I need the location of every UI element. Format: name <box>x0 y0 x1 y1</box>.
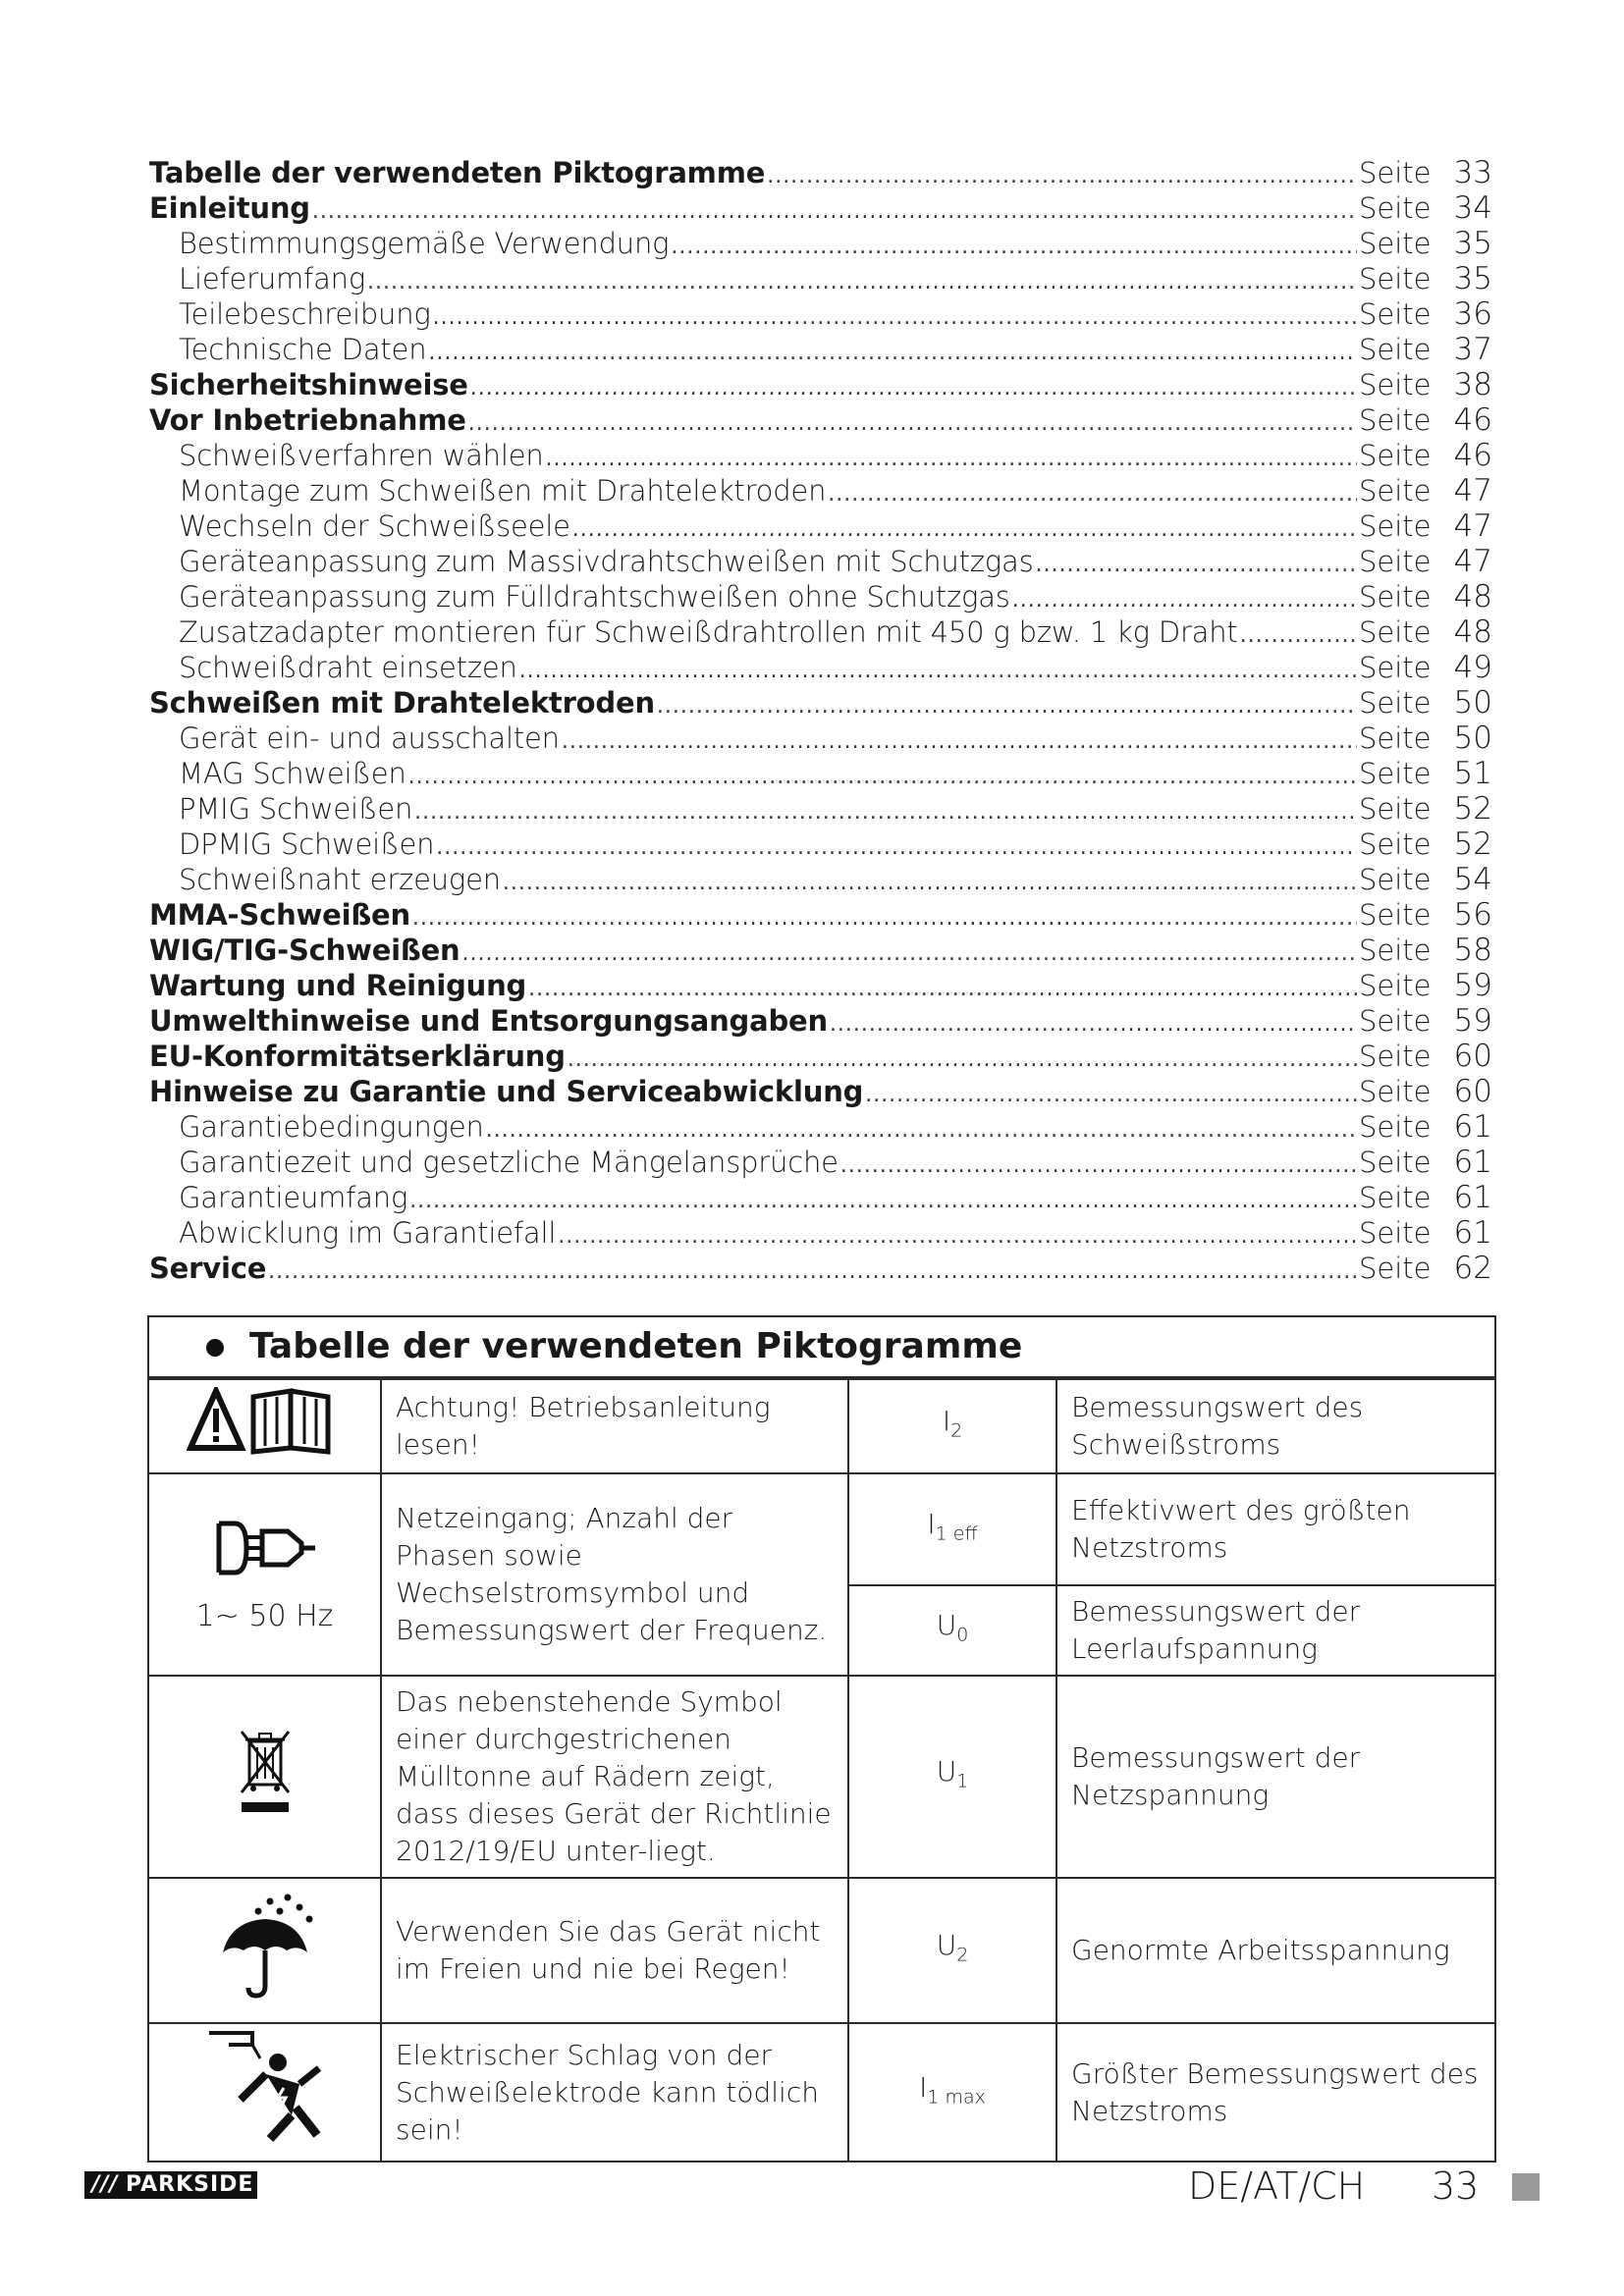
page-marker <box>1512 2173 1540 2201</box>
toc-seite: Seite <box>1359 615 1432 649</box>
toc-leader <box>486 1113 1357 1148</box>
toc-entry <box>149 544 1492 579</box>
toc-seite: Seite <box>1359 863 1432 896</box>
toc-title: Wartung und Reinigung <box>149 969 527 1002</box>
toc-entry <box>149 438 1492 473</box>
toc-page: 60 <box>1453 1074 1492 1109</box>
toc-entry <box>149 827 1492 862</box>
toc-title: Abwicklung im Garantiefall <box>179 1216 557 1250</box>
toc-title: Vor Inbetriebnahme <box>149 403 466 437</box>
toc-seite: Seite <box>1359 686 1432 720</box>
toc-entry <box>149 1109 1492 1145</box>
toc-title: Geräteanpassung zum Massivdrahtschweißen mit Schutzgas <box>179 545 1034 578</box>
crossed-bin-icon <box>149 1676 381 1878</box>
toc-leader <box>562 724 1357 760</box>
toc-leader <box>409 1184 1357 1219</box>
toc-seite: Seite <box>1359 721 1432 755</box>
pictogram-description: Das nebenstehende Symbol einer durchgestrichenen Mülltonne auf Rädern zeigt, dass dieses Gerät der Richtlinie 2012/19/EU unter-liegt. <box>381 1676 848 1878</box>
symbol-cell: $I_{1 eff}$ <box>848 1473 1056 1585</box>
toc-leader <box>840 1148 1357 1184</box>
toc-page: 36 <box>1453 296 1492 332</box>
symbol-definition: Bemessungswert der Netzspannung <box>1056 1676 1494 1878</box>
toc-entry <box>149 508 1492 544</box>
symbol-cell: $U_2$ <box>848 1878 1056 2023</box>
toc-leader <box>428 336 1357 371</box>
toc-leader <box>408 760 1357 795</box>
symbol-cell: $I_2$ <box>848 1379 1056 1473</box>
toc-page: 35 <box>1453 226 1492 261</box>
pictogram-description: Netzeingang; Anzahl der Phasen sowie Wechselstromsymbol und Bemessungswert der Frequenz. <box>381 1473 848 1676</box>
toc-title: Service <box>149 1252 267 1285</box>
toc-page: 47 <box>1453 508 1492 544</box>
pictogram-row <box>149 2023 1494 2161</box>
toc-seite: Seite <box>1359 1110 1432 1144</box>
toc-seite: Seite <box>1359 474 1432 507</box>
toc-title: PMIG Schweißen <box>179 792 413 826</box>
toc-title: MAG Schweißen <box>179 757 406 790</box>
toc-seite: Seite <box>1359 1252 1432 1285</box>
toc-entry <box>149 756 1492 791</box>
pictogram-description: Achtung! Betriebsanleitung lesen! <box>381 1379 848 1473</box>
toc-page: 48 <box>1453 614 1492 650</box>
toc-seite: Seite <box>1359 227 1432 260</box>
toc-seite: Seite <box>1359 1216 1432 1250</box>
toc-page: 52 <box>1453 827 1492 862</box>
toc-title: Lieferumfang <box>179 262 366 295</box>
plug-icon <box>211 1514 319 1582</box>
toc-seite: Seite <box>1359 828 1432 861</box>
toc-entry <box>149 862 1492 897</box>
toc-seite: Seite <box>1359 509 1432 543</box>
toc-entry <box>149 473 1492 508</box>
toc-entry <box>149 579 1492 614</box>
toc-entry <box>149 791 1492 827</box>
toc-leader <box>519 654 1357 689</box>
frequency-label: 1~ 50 Hz <box>195 1599 334 1633</box>
toc-entry <box>149 261 1492 296</box>
toc-leader <box>470 371 1357 406</box>
toc-entry <box>149 1074 1492 1109</box>
toc-entry <box>149 685 1492 721</box>
toc-seite: Seite <box>1359 757 1432 790</box>
toc-page: 33 <box>1453 155 1492 190</box>
toc-entry <box>149 1039 1492 1074</box>
symbol-definition: Bemessungswert der Leerlaufspannung <box>1056 1585 1494 1676</box>
toc-page: 50 <box>1453 685 1492 721</box>
toc-leader <box>1012 583 1357 618</box>
toc-entry <box>149 721 1492 756</box>
toc-title: Teilebeschreibung <box>179 297 431 331</box>
toc-leader <box>433 300 1357 336</box>
toc-seite: Seite <box>1359 1146 1432 1179</box>
toc-entry <box>149 1003 1492 1039</box>
pictogram-row <box>149 1473 1494 1585</box>
toc-seite: Seite <box>1359 651 1432 684</box>
symbol-definition: Genormte Arbeitsspannung <box>1056 1878 1494 2023</box>
toc-entry <box>149 296 1492 332</box>
toc-title: Sicherheitshinweise <box>149 368 468 401</box>
toc-seite: Seite <box>1359 368 1432 401</box>
toc-title: Montage zum Schweißen mit Drahtelektroden <box>179 474 827 507</box>
toc-seite: Seite <box>1359 1004 1432 1038</box>
toc-leader <box>414 795 1357 830</box>
toc-title: Schweißverfahren wählen <box>179 439 544 472</box>
symbol-definition: Größter Bemessungswert des Netzstroms <box>1056 2023 1494 2161</box>
toc-entry <box>149 1215 1492 1251</box>
toc-page: 46 <box>1453 438 1492 473</box>
toc-seite: Seite <box>1359 439 1432 472</box>
umbrella-rain-icon <box>149 1878 381 2023</box>
toc-entry <box>149 367 1492 402</box>
toc-page: 47 <box>1453 473 1492 508</box>
symbol-cell: $U_1$ <box>848 1676 1056 1878</box>
pictogram-table-heading: Tabelle der verwendeten Piktogramme <box>149 1317 1494 1378</box>
toc-page: 61 <box>1453 1109 1492 1145</box>
warning-manual-icon <box>149 1379 381 1473</box>
toc-seite: Seite <box>1359 1181 1432 1214</box>
toc-page: 38 <box>1453 367 1492 402</box>
toc-page: 34 <box>1453 190 1492 226</box>
toc-title: EU-Konformitätserklärung <box>149 1040 566 1073</box>
toc-page: 52 <box>1453 791 1492 827</box>
toc-title: Bestimmungsgemäße Verwendung <box>179 227 670 260</box>
toc-entry <box>149 1180 1492 1215</box>
toc-leader <box>865 1078 1357 1113</box>
toc-seite: Seite <box>1359 580 1432 614</box>
toc-page: 59 <box>1453 1003 1492 1039</box>
toc-title: Umwelthinweise und Entsorgungsangaben <box>149 1004 828 1038</box>
toc-leader <box>1036 548 1358 583</box>
bullet-icon <box>206 1339 224 1357</box>
toc-seite: Seite <box>1359 545 1432 578</box>
toc-leader <box>767 159 1357 194</box>
toc-seite: Seite <box>1359 969 1432 1002</box>
toc-leader <box>436 830 1357 866</box>
toc-page: 58 <box>1453 933 1492 968</box>
toc-leader <box>528 972 1357 1007</box>
toc-entry <box>149 968 1492 1003</box>
toc-page: 54 <box>1453 862 1492 897</box>
toc-seite: Seite <box>1359 333 1432 366</box>
toc-leader <box>546 442 1357 477</box>
toc-seite: Seite <box>1359 262 1432 295</box>
toc-page: 35 <box>1453 261 1492 296</box>
toc-title: DPMIG Schweißen <box>179 828 435 861</box>
toc-page: 61 <box>1453 1215 1492 1251</box>
toc-leader <box>461 936 1357 972</box>
toc-leader <box>412 901 1357 936</box>
toc-entry <box>149 1251 1492 1286</box>
pictogram-description: Elektrischer Schlag von der Schweißelektrode kann tödlich sein! <box>381 2023 848 2161</box>
toc-entry <box>149 1145 1492 1180</box>
toc-page: 61 <box>1453 1180 1492 1215</box>
toc-title: Garantiezeit und gesetzliche Mängelansprüche <box>179 1146 839 1179</box>
toc-title: WIG/TIG-Schweißen <box>149 934 460 967</box>
toc-seite: Seite <box>1359 898 1432 932</box>
toc-title: Garantiebedingungen <box>179 1110 484 1144</box>
toc-page: 59 <box>1453 968 1492 1003</box>
toc-page: 37 <box>1453 332 1492 367</box>
symbol-cell: $U_0$ <box>848 1585 1056 1676</box>
toc-entry <box>149 226 1492 261</box>
symbol-cell: $I_{1 max}$ <box>848 2023 1056 2161</box>
toc-seite: Seite <box>1359 191 1432 225</box>
toc-leader <box>1240 618 1357 654</box>
toc-title: Zusatzadapter montieren für Schweißdrahtrollen mit 450 g bzw. 1 kg Draht <box>179 615 1238 649</box>
toc-seite: Seite <box>1359 403 1432 437</box>
table-of-contents <box>149 155 1492 1286</box>
toc-leader <box>828 477 1357 512</box>
toc-leader <box>312 194 1357 230</box>
toc-page: 61 <box>1453 1145 1492 1180</box>
toc-entry <box>149 332 1492 367</box>
parkside-logo: /// PARKSIDE <box>84 2171 257 2199</box>
toc-leader <box>558 1219 1357 1255</box>
symbol-definition: Effektivwert des größten Netzstroms <box>1056 1473 1494 1585</box>
toc-title: Gerät ein- und ausschalten <box>179 721 560 755</box>
toc-leader <box>367 265 1357 300</box>
toc-entry <box>149 897 1492 933</box>
toc-title: Schweißnaht erzeugen <box>179 863 501 896</box>
toc-page: 47 <box>1453 544 1492 579</box>
toc-leader <box>468 406 1357 442</box>
pictogram-row <box>149 1676 1494 1878</box>
toc-entry <box>149 402 1492 438</box>
toc-leader <box>568 1042 1357 1078</box>
toc-leader <box>671 230 1357 265</box>
toc-page: 56 <box>1453 897 1492 933</box>
toc-seite: Seite <box>1359 792 1432 826</box>
toc-seite: Seite <box>1359 934 1432 967</box>
toc-leader <box>657 689 1357 724</box>
toc-leader <box>268 1255 1357 1290</box>
toc-entry <box>149 190 1492 226</box>
mains-input-cell <box>149 1473 381 1676</box>
toc-title: MMA-Schweißen <box>149 898 410 932</box>
toc-page: 60 <box>1453 1039 1492 1074</box>
toc-seite: Seite <box>1359 1075 1432 1108</box>
toc-leader <box>572 512 1357 548</box>
pictogram-table <box>147 1315 1496 2163</box>
pictogram-description: Verwenden Sie das Gerät nicht im Freien und nie bei Regen! <box>381 1878 848 2023</box>
toc-page: 46 <box>1453 402 1492 438</box>
toc-page: 50 <box>1453 721 1492 756</box>
toc-page: 51 <box>1453 756 1492 791</box>
toc-title: Hinweise zu Garantie und Serviceabwicklung <box>149 1075 864 1108</box>
toc-page: 49 <box>1453 650 1492 685</box>
toc-leader <box>830 1007 1357 1042</box>
toc-title: Schweißdraht einsetzen <box>179 651 517 684</box>
toc-title: Wechseln der Schweißseele <box>179 509 570 543</box>
toc-title: Geräteanpassung zum Fülldrahtschweißen ohne Schutzgas <box>179 580 1010 614</box>
toc-entry <box>149 614 1492 650</box>
page-number: 33 <box>1432 2164 1480 2208</box>
toc-entry <box>149 650 1492 685</box>
toc-leader <box>503 866 1357 901</box>
toc-title: Garantieumfang <box>179 1181 408 1214</box>
symbol-definition: Bemessungswert des Schweißstroms <box>1056 1379 1494 1473</box>
toc-page: 62 <box>1453 1251 1492 1286</box>
toc-seite: Seite <box>1359 156 1432 189</box>
toc-entry <box>149 933 1492 968</box>
electric-shock-icon <box>149 2023 381 2161</box>
toc-entry <box>149 155 1492 190</box>
toc-title: Einleitung <box>149 191 310 225</box>
toc-title: Schweißen mit Drahtelektroden <box>149 686 655 720</box>
region-label: DE/AT/CH <box>1188 2164 1366 2208</box>
toc-seite: Seite <box>1359 297 1432 331</box>
pictogram-row <box>149 1878 1494 2023</box>
toc-title: Technische Daten <box>179 333 427 366</box>
pictogram-row <box>149 1379 1494 1473</box>
toc-title: Tabelle der verwendeten Piktogramme <box>149 156 766 189</box>
toc-page: 48 <box>1453 579 1492 614</box>
toc-seite: Seite <box>1359 1040 1432 1073</box>
